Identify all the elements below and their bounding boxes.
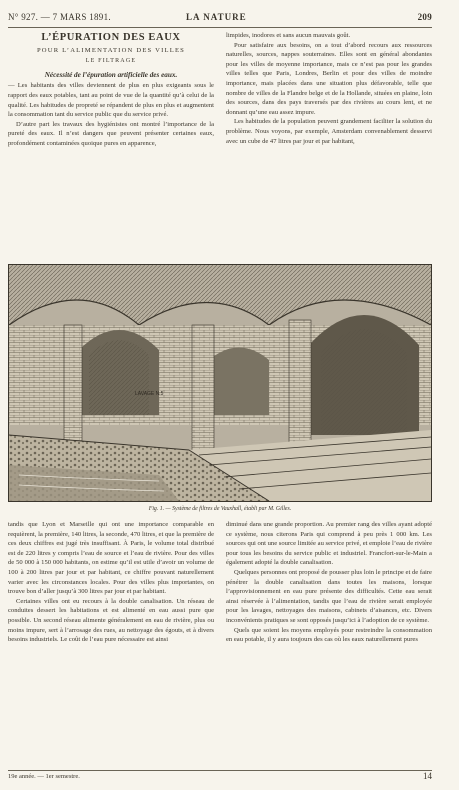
paragraph: — Les habitants des villes deviennent de plus en plus exigeants sous le rapport des eaux potables, tant au point de vue de la quantité qu’à celui de la qualité. Les habitudes de propreté se répandent de plus en plus et augmentent la consommation tant du service public que du service privé.	[8, 82, 214, 119]
section-heading: Nécessité de l’épuration artificielle des eaux.	[44, 70, 178, 79]
paragraph: tandis que Lyon et Marseille qui ont une importance comparable en requièrent, la première, 140 litres, la seconde, 470 litres, et que la première de ces deux chiffres est jugé très insuffisant. À Paris, le volume total distribué est de 220 litres y compris l’eau de source et l’eau de rivière. Pour des villes de 50 000 à 150 000 habitants, on estime qu’il est utile d’avoir un volume de 100 à 200 litres par jour et par habitant, ce chiffre pouvant naturellement varier avec les circonstances locales. Pour des villes plus importantes, on trouve bon d’aller jusqu’à 300 litres par jour et par habitant.	[8, 521, 214, 596]
paragraph: Les habitudes de la population peuvent grandement faciliter la solution du problème. Nous voyons, par exemple, Amsterdam convenablement desservi avec un cube de 47 litres par jour et par habitant,	[226, 118, 432, 145]
bottom-left-column	[8, 520, 214, 645]
paragraph: Quelques personnes ont proposé de pousser plus loin le principe et de faire pénétrer la double canalisation dans toutes les maisons, lorsque l’approvisionnement en eau pure présente des difficultés. Cette eau serait ainsi réservée à l’alimentation, tandis que l’eau de rivière serait employée pour les lavages, nettoyages des maisons, cabinets d’aisances, etc. Divers inconvénients pratiques se sont opposés jusqu’ici à l’adoption de ce système.	[226, 568, 432, 624]
bottom-right-column	[226, 520, 432, 645]
page-header	[8, 12, 432, 26]
article-subsubtitle: LE FILTRAGE	[85, 58, 137, 65]
left-column	[8, 31, 214, 149]
paragraph: Pour satisfaire aux besoins, on a tout d’abord recours aux ressources naturelles, sources, nappes souterraines. Elles sont en général abondantes pour les villes de moyenne importance, mais ce n’est pas pour les grandes villes telles que Paris, Londres, Berlin et pour des villes de moindre importance, mais placées dans une situation plus défavorable, telle que nombre de villes de la Flandre belge et de la Hollande, situées en plaine, loin des sources, dans des pays traversés par des rivières au cours lent, et ne donnant qu’une eau assez impure.	[226, 41, 432, 116]
footer-rule	[8, 770, 432, 771]
page-number: 209	[417, 12, 432, 22]
paragraph: diminué dans une grande proportion. Au premier rang des villes ayant adopté ce système, nous citerons Paris qui comprend à peu près 1 000 km. Les sources qui ont une source limitée au service privé, et emploie l’eau de rivière pour tous les besoins du service public et industriel. Francfort-sur-le-Main a également adopté la double canalisation.	[226, 521, 432, 567]
paragraph: limpides, inodores et sans aucun mauvais goût.	[226, 32, 351, 39]
volume-line: 19e année. — 1er semestre.	[8, 773, 80, 780]
article-title: L’ÉPURATION DES EAUX	[41, 32, 181, 43]
engraving-illustration	[9, 265, 431, 501]
header-rule	[8, 27, 432, 28]
issue-line: N° 927. — 7 MARS 1891.	[8, 12, 111, 22]
wall-inscription: LAVAGE N.5	[135, 391, 164, 397]
article-subtitle: POUR L’ALIMENTATION DES VILLES	[36, 46, 186, 54]
paragraph: D’autre part les travaux des hygiénistes ont montré l’importance de la pureté des eaux. Il n’est dangers que peuvent présenter certaines eaux, profondément contaminées quoique pures en apparence,	[8, 120, 214, 147]
paragraph: Quels que soient les moyens employés pour restreindre la consommation en eau potable, il y aura toujours des cas où les eaux naturellement pures	[226, 626, 432, 644]
figure-caption: Fig. 1. — Système de filtres de Vauxhall, établi par M. Gilles.	[148, 506, 292, 512]
journal-title: LA NATURE	[186, 12, 247, 22]
right-column	[226, 31, 432, 146]
paragraph: Certaines villes ont eu recours à la double canalisation. Un réseau de conduites dessert les habitations et est alimenté en eau aussi pure que possible. Un second réseau alimente généralement en eau de rivière, plus ou moins impure, sert à l’arrosage des rues, au nettoyage des égouts, et à divers besoins industriels. Le coût de l’eau pure nécessaire est ainsi	[8, 597, 214, 644]
signature-mark: 14	[423, 771, 432, 781]
filter-vault-engraving	[8, 264, 432, 502]
